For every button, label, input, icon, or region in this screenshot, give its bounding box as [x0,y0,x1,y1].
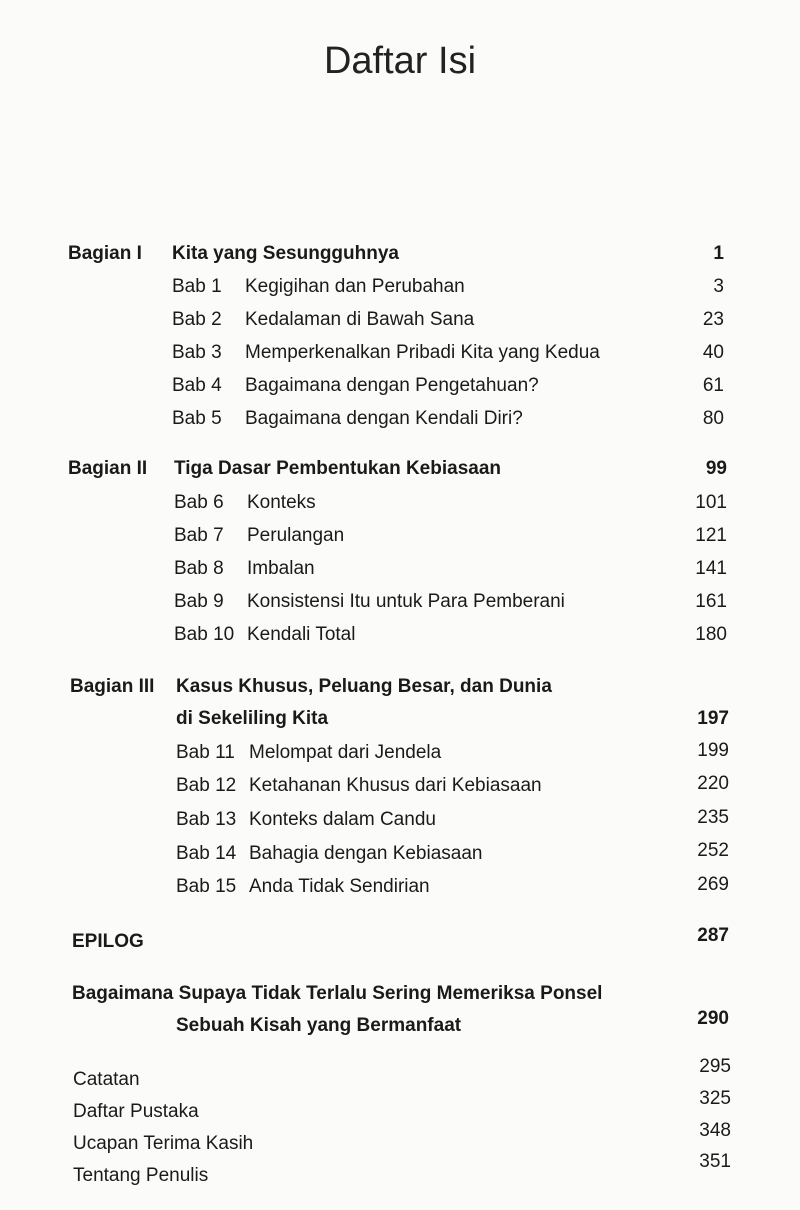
part-title-line1: Kasus Khusus, Peluang Besar, dan Dunia [176,676,552,697]
chapter-title: Bagaimana dengan Kendali Diri? [245,408,523,429]
chapter-number: Bab 9 [174,591,224,612]
part-page: 1 [713,243,724,264]
chapter-number: Bab 5 [172,408,222,429]
chapter-number: Bab 10 [174,624,235,645]
chapter-number: Bab 7 [174,525,224,546]
chapter-page: 40 [702,342,724,363]
backmatter-page: 348 [699,1120,731,1141]
part-title: Kita yang Sesungguhnya [172,243,399,264]
extra-title-line2: Sebuah Kisah yang Bermanfaat [176,1015,462,1036]
chapter-title: Ketahanan Khusus dari Kebiasaan [249,775,542,796]
chapter-page: 101 [695,492,727,513]
chapter-page: 199 [697,740,729,761]
backmatter-title: Tentang Penulis [73,1165,209,1186]
chapter-page: 252 [697,840,729,861]
backmatter-page: 351 [699,1151,731,1172]
chapter-title: Kegigihan dan Perubahan [245,276,465,297]
chapter-number: Bab 14 [176,843,237,864]
chapter-page: 220 [697,773,729,794]
chapter-title: Konteks dalam Candu [249,809,436,830]
backmatter-page: 295 [699,1056,731,1077]
chapter-page: 235 [697,807,729,828]
part-label: Bagian III [70,676,155,697]
chapter-title: Kendali Total [247,624,356,645]
chapter-page: 3 [713,276,724,297]
chapter-number: Bab 1 [172,276,222,297]
chapter-page: 80 [702,408,724,429]
chapter-title: Imbalan [247,558,315,579]
chapter-number: Bab 4 [172,375,222,396]
chapter-title: Bagaimana dengan Pengetahuan? [245,375,539,396]
chapter-title: Konsistensi Itu untuk Para Pemberani [247,591,565,612]
chapter-title: Perulangan [247,525,345,546]
chapter-title: Melompat dari Jendela [249,742,442,763]
chapter-title: Konteks [247,492,316,513]
chapter-number: Bab 11 [176,742,235,763]
chapter-title: Anda Tidak Sendirian [249,876,430,897]
chapter-title: Kedalaman di Bawah Sana [245,309,475,330]
chapter-page: 121 [695,525,727,546]
part-page: 99 [705,458,727,479]
backmatter-title: Daftar Pustaka [73,1101,199,1122]
backmatter-title: Ucapan Terima Kasih [73,1133,254,1154]
chapter-page: 141 [695,558,727,579]
part-label: Bagian I [68,243,142,264]
chapter-title: Memperkenalkan Pribadi Kita yang Kedua [245,342,600,363]
chapter-page: 23 [702,309,724,330]
extra-page: 290 [697,1008,729,1029]
chapter-page: 61 [702,375,724,396]
chapter-page: 161 [695,591,727,612]
chapter-number: Bab 2 [172,309,222,330]
chapter-page: 269 [697,874,729,895]
chapter-number: Bab 15 [176,876,237,897]
chapter-title: Bahagia dengan Kebiasaan [249,843,483,864]
epilog-page: 287 [697,925,729,946]
chapter-number: Bab 13 [176,809,237,830]
backmatter-page: 325 [699,1088,731,1109]
chapter-page: 180 [695,624,727,645]
chapter-number: Bab 12 [176,775,237,796]
epilog-label: EPILOG [72,931,144,952]
page-title: Daftar Isi [323,40,477,82]
extra-title-line1: Bagaimana Supaya Tidak Terlalu Sering Memeriksa Ponsel [72,983,603,1004]
chapter-number: Bab 6 [174,492,224,513]
chapter-number: Bab 8 [174,558,224,579]
part-title-line2: di Sekeliling Kita [176,708,329,729]
part-title: Tiga Dasar Pembentukan Kebiasaan [174,458,501,479]
chapter-number: Bab 3 [172,342,222,363]
backmatter-title: Catatan [73,1069,140,1090]
part-page: 197 [697,708,729,729]
part-label: Bagian II [68,458,148,479]
